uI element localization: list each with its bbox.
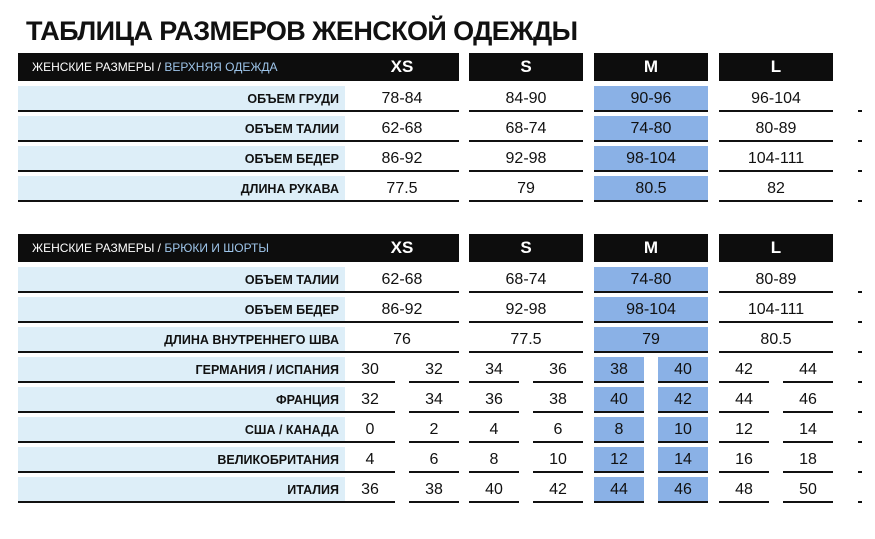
value-cell-xs: 0	[345, 417, 395, 443]
value-cell-m: 46	[658, 477, 708, 503]
section-header-row	[18, 234, 850, 262]
value-cell-xs: 62-68	[345, 267, 459, 293]
country-size-row	[18, 477, 850, 503]
row-edge-mark	[858, 327, 862, 353]
value-cell-l: 18	[783, 447, 833, 473]
row-edge-mark	[858, 417, 862, 443]
row-label: ОБЪЕМ ТАЛИИ	[18, 116, 345, 142]
size-header-xs: XS	[345, 53, 459, 81]
value-cell-m: 42	[658, 387, 708, 413]
row-label: ИТАЛИЯ	[18, 477, 345, 503]
value-cell-l: 104-111	[719, 146, 833, 172]
value-cell-s: 8	[469, 447, 519, 473]
row-edge-mark	[858, 267, 862, 293]
measurement-row	[18, 297, 850, 323]
value-cell-s: 36	[533, 357, 583, 383]
value-cell-m: 90-96	[594, 86, 708, 112]
value-cell-xs: 36	[345, 477, 395, 503]
value-cell-xs: 86-92	[345, 297, 459, 323]
row-label: ОБЪЕМ ТАЛИИ	[18, 267, 345, 293]
value-cell-xs: 86-92	[345, 146, 459, 172]
value-cell-l: 16	[719, 447, 769, 473]
section-header-category: ВЕРХНЯЯ ОДЕЖДА	[164, 60, 278, 74]
measurement-row	[18, 86, 850, 112]
size-header-xs: XS	[345, 234, 459, 262]
value-cell-l: 80-89	[719, 267, 833, 293]
value-cell-s: 6	[533, 417, 583, 443]
value-cell-m: 8	[594, 417, 644, 443]
value-cell-m: 98-104	[594, 297, 708, 323]
value-cell-xs: 38	[409, 477, 459, 503]
value-cell-s: 38	[533, 387, 583, 413]
section-header-row	[18, 53, 850, 81]
measurement-row	[18, 267, 850, 293]
measurement-row	[18, 176, 850, 202]
section-header-category: БРЮКИ И ШОРТЫ	[164, 241, 269, 255]
value-cell-l: 82	[719, 176, 833, 202]
measurement-row	[18, 146, 850, 172]
row-label: ДЛИНА РУКАВА	[18, 176, 345, 202]
country-size-row	[18, 387, 850, 413]
section-header-label	[18, 53, 345, 81]
value-cell-xs: 6	[409, 447, 459, 473]
value-cell-xs: 32	[409, 357, 459, 383]
country-size-row	[18, 417, 850, 443]
value-cell-xs: 62-68	[345, 116, 459, 142]
value-cell-s: 77.5	[469, 327, 583, 353]
row-edge-mark	[858, 146, 862, 172]
row-edge-mark	[858, 176, 862, 202]
value-cell-xs: 2	[409, 417, 459, 443]
value-cell-l: 14	[783, 417, 833, 443]
value-cell-m: 74-80	[594, 267, 708, 293]
size-header-m: M	[594, 53, 708, 81]
measurement-row	[18, 327, 850, 353]
value-cell-xs: 30	[345, 357, 395, 383]
value-cell-xs: 32	[345, 387, 395, 413]
row-edge-mark	[858, 447, 862, 473]
value-cell-l: 44	[783, 357, 833, 383]
value-cell-m: 40	[658, 357, 708, 383]
country-size-row	[18, 357, 850, 383]
value-cell-l: 44	[719, 387, 769, 413]
value-cell-l: 80-89	[719, 116, 833, 142]
size-header-m: M	[594, 234, 708, 262]
row-label: ОБЪЕМ БЕДЕР	[18, 297, 345, 323]
value-cell-s: 4	[469, 417, 519, 443]
country-size-row	[18, 447, 850, 473]
value-cell-s: 68-74	[469, 267, 583, 293]
value-cell-m: 38	[594, 357, 644, 383]
value-cell-s: 92-98	[469, 146, 583, 172]
size-header-s: S	[469, 53, 583, 81]
value-cell-s: 10	[533, 447, 583, 473]
size-header-s: S	[469, 234, 583, 262]
value-cell-l: 104-111	[719, 297, 833, 323]
value-cell-l: 12	[719, 417, 769, 443]
value-cell-s: 68-74	[469, 116, 583, 142]
section-header-prefix: ЖЕНСКИЕ РАЗМЕРЫ /	[32, 241, 165, 255]
row-label: США / КАНАДА	[18, 417, 345, 443]
value-cell-m: 80.5	[594, 176, 708, 202]
section-header-label	[18, 234, 345, 262]
value-cell-xs: 78-84	[345, 86, 459, 112]
value-cell-l: 50	[783, 477, 833, 503]
value-cell-m: 44	[594, 477, 644, 503]
row-label: ВЕЛИКОБРИТАНИЯ	[18, 447, 345, 473]
row-label: ГЕРМАНИЯ / ИСПАНИЯ	[18, 357, 345, 383]
value-cell-s: 92-98	[469, 297, 583, 323]
value-cell-xs: 4	[345, 447, 395, 473]
value-cell-s: 84-90	[469, 86, 583, 112]
value-cell-m: 74-80	[594, 116, 708, 142]
section-header-prefix: ЖЕНСКИЕ РАЗМЕРЫ /	[32, 60, 165, 74]
row-edge-mark	[858, 116, 862, 142]
value-cell-m: 79	[594, 327, 708, 353]
page-title: ТАБЛИЦА РАЗМЕРОВ ЖЕНСКОЙ ОДЕЖДЫ	[26, 16, 578, 46]
value-cell-xs: 34	[409, 387, 459, 413]
value-cell-xs: 76	[345, 327, 459, 353]
value-cell-l: 46	[783, 387, 833, 413]
value-cell-xs: 77.5	[345, 176, 459, 202]
size-header-l: L	[719, 53, 833, 81]
row-label: ФРАНЦИЯ	[18, 387, 345, 413]
value-cell-s: 40	[469, 477, 519, 503]
value-cell-m: 10	[658, 417, 708, 443]
row-edge-mark	[858, 357, 862, 383]
value-cell-s: 36	[469, 387, 519, 413]
row-label: ДЛИНА ВНУТРЕННЕГО ШВА	[18, 327, 345, 353]
value-cell-l: 48	[719, 477, 769, 503]
value-cell-s: 34	[469, 357, 519, 383]
value-cell-m: 40	[594, 387, 644, 413]
row-label: ОБЪЕМ ГРУДИ	[18, 86, 345, 112]
value-cell-l: 96-104	[719, 86, 833, 112]
row-edge-mark	[858, 86, 862, 112]
size-header-l: L	[719, 234, 833, 262]
value-cell-l: 80.5	[719, 327, 833, 353]
value-cell-m: 98-104	[594, 146, 708, 172]
row-edge-mark	[858, 297, 862, 323]
row-edge-mark	[858, 387, 862, 413]
row-edge-mark	[858, 477, 862, 503]
measurement-row	[18, 116, 850, 142]
value-cell-m: 12	[594, 447, 644, 473]
value-cell-m: 14	[658, 447, 708, 473]
row-label: ОБЪЕМ БЕДЕР	[18, 146, 345, 172]
value-cell-l: 42	[719, 357, 769, 383]
value-cell-s: 79	[469, 176, 583, 202]
value-cell-s: 42	[533, 477, 583, 503]
